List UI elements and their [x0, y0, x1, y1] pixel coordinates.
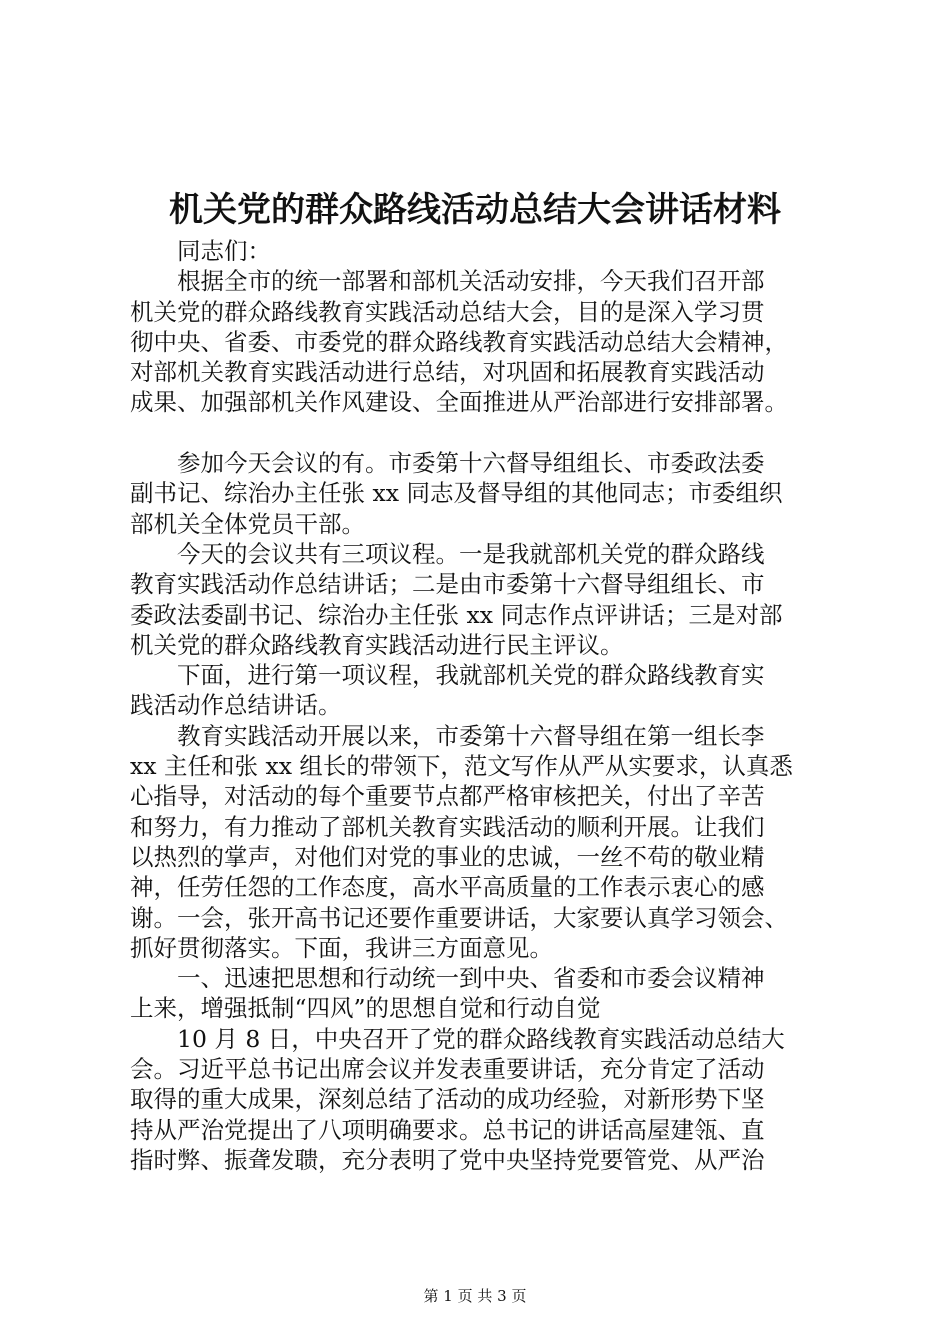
- body-text-line: 机关党的群众路线教育实践活动进行民主评议。: [130, 630, 624, 659]
- body-text-line: 彻中央、省委、市委党的群众路线教育实践活动总结大会精神，: [130, 327, 788, 356]
- body-text-line: 一、迅速把思想和行动统一到中央、省委和市委会议精神: [130, 964, 765, 993]
- body-text-line: 教育实践活动开展以来，市委第十六督导组在第一组长李: [130, 721, 765, 750]
- body-text-line: 持从严治党提出了八项明确要求。总书记的讲话高屋建瓴、直: [130, 1115, 765, 1144]
- body-text-line: 副书记、综治办主任张 xx 同志及督导组的其他同志；市委组织: [130, 479, 783, 508]
- body-text-line: 指时弊、振聋发聩，充分表明了党中央坚持党要管党、从严治: [130, 1145, 765, 1174]
- body-text-line: 心指导，对活动的每个重要节点都严格审核把关，付出了辛苦: [130, 782, 765, 811]
- body-text-line: 同志们：: [130, 237, 271, 265]
- blank-line: [130, 418, 842, 448]
- document-title: 机关党的群众路线活动总结大会讲话材料: [169, 190, 781, 230]
- body-text-line: 参加今天会议的有。市委第十六督导组组长、市委政法委: [130, 449, 765, 478]
- body-text-line: 10 月 8 日，中央召开了党的群众路线教育实践活动总结大: [130, 1024, 785, 1053]
- body-text-line: 和努力，有力推动了部机关教育实践活动的顺利开展。让我们: [130, 812, 765, 841]
- body-text-line: 根据全市的统一部署和部机关活动安排，今天我们召开部: [130, 267, 765, 296]
- body-text-line: 上来，增强抵制“四风”的思想自觉和行动自觉: [130, 994, 601, 1023]
- body-text-line: 以热烈的掌声，对他们对党的事业的忠诚，一丝不苟的敬业精: [130, 842, 765, 871]
- page-footer: 第 1 页 共 3 页: [423, 1287, 527, 1305]
- body-text-line: 成果、加强部机关作风建设、全面推进从严治部进行安排部署。: [130, 388, 788, 417]
- body-text-line: 教育实践活动作总结讲话；二是由市委第十六督导组组长、市: [130, 570, 765, 599]
- body-text-line: xx 主任和张 xx 组长的带领下，范文写作从严从实要求，认真悉: [130, 752, 793, 781]
- body-text-line: 机关党的群众路线教育实践活动总结大会，目的是深入学习贯: [130, 297, 765, 326]
- body-text-line: 今天的会议共有三项议程。一是我就部机关党的群众路线: [130, 539, 765, 568]
- body-text-line: 神，任劳任怨的工作态度，高水平高质量的工作表示衷心的感: [130, 873, 765, 902]
- body-text-line: 抓好贯彻落实。下面，我讲三方面意见。: [130, 933, 553, 962]
- body-text-line: 对部机关教育实践活动进行总结，对巩固和拓展教育实践活动: [130, 358, 765, 387]
- body-text-line: 下面，进行第一项议程，我就部机关党的群众路线教育实: [130, 661, 765, 690]
- document-body: [130, 236, 842, 1175]
- body-text-line: 谢。一会，张开高书记还要作重要讲话，大家要认真学习领会、: [130, 903, 788, 932]
- body-text-line: 取得的重大成果，深刻总结了活动的成功经验，对新形势下坚: [130, 1085, 765, 1114]
- body-text-line: 部机关全体党员干部。: [130, 509, 365, 538]
- body-text-line: 会。习近平总书记出席会议并发表重要讲话，充分肯定了活动: [130, 1055, 765, 1084]
- body-text-line: 践活动作总结讲话。: [130, 691, 342, 720]
- body-text-line: 委政法委副书记、综治办主任张 xx 同志作点评讲话；三是对部: [130, 600, 783, 629]
